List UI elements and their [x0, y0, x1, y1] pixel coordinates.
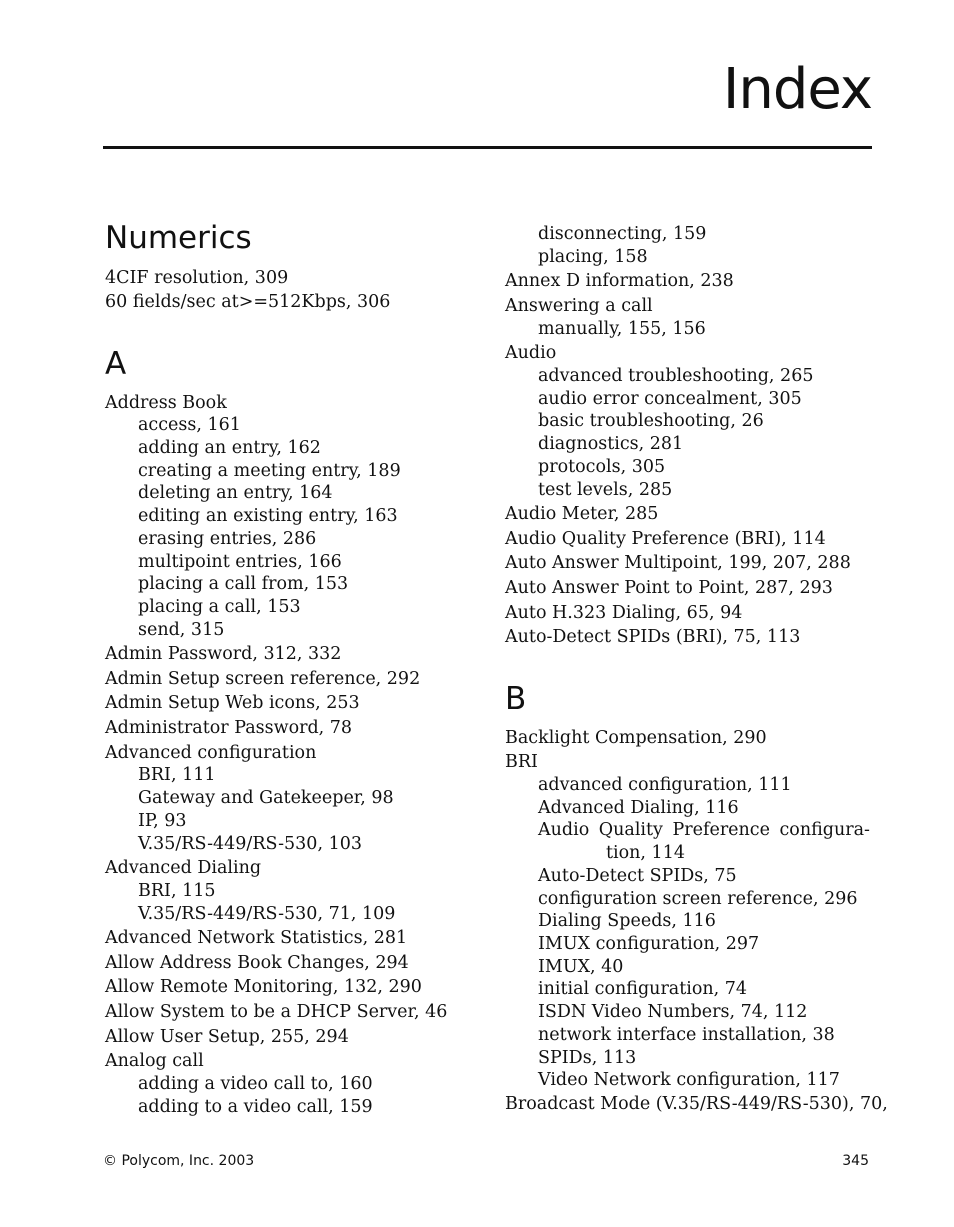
word: Audio [538, 820, 590, 840]
index-subentry: initial configuration, 74 [538, 979, 748, 999]
index-entry: Advanced Network Statistics, 281 [105, 928, 408, 948]
index-entry: Annex D information, 238 [505, 271, 734, 291]
index-entry: Audio [505, 343, 557, 363]
index-entry: Analog call [105, 1051, 204, 1071]
index-entry: Answering a call [505, 296, 653, 316]
index-subentry: advanced configuration, 111 [538, 775, 792, 795]
index-subentry: multipoint entries, 166 [138, 552, 342, 572]
index-subentry: protocols, 305 [538, 457, 666, 477]
footer-page-number: 345 [842, 1153, 869, 1169]
index-subentry: deleting an entry, 164 [138, 483, 333, 503]
index-entry: BRI [505, 752, 538, 772]
index-entry: Address Book [105, 393, 227, 413]
index-subentry: BRI, 115 [138, 881, 216, 901]
index-subentry: V.35/RS-449/RS-530, 103 [138, 834, 362, 854]
index-subentry: send, 315 [138, 620, 225, 640]
index-entry: Administrator Password, 78 [105, 718, 353, 738]
index-entry: Auto Answer Multipoint, 199, 207, 288 [505, 553, 851, 573]
index-entry: Advanced configuration [105, 743, 317, 763]
index-subentry: Auto-Detect SPIDs, 75 [538, 866, 737, 886]
index-entry: Backlight Compensation, 290 [505, 728, 767, 748]
index-subentry: BRI, 111 [138, 765, 216, 785]
index-subentry: Dialing Speeds, 116 [538, 911, 716, 931]
index-subentry: ISDN Video Numbers, 74, 112 [538, 1002, 808, 1022]
index-subentry: V.35/RS-449/RS-530, 71, 109 [138, 904, 396, 924]
index-subentry: adding to a video call, 159 [138, 1097, 373, 1117]
index-subentry: network interface installation, 38 [538, 1025, 835, 1045]
index-subentry-justified [538, 822, 870, 840]
index-entry: Allow Address Book Changes, 294 [105, 953, 409, 973]
index-subentry: Advanced Dialing, 116 [538, 798, 739, 818]
index-subentry: manually, 155, 156 [538, 319, 706, 339]
index-subentry: adding a video call to, 160 [138, 1074, 373, 1094]
index-subentry: placing, 158 [538, 247, 648, 267]
index-subentry-continuation: tion, 114 [606, 843, 685, 863]
index-subentry: diagnostics, 281 [538, 434, 684, 454]
page-title: Index [722, 57, 872, 122]
footer-copyright: © Polycom, Inc. 2003 [103, 1153, 255, 1169]
index-entry: Admin Password, 312, 332 [105, 644, 342, 664]
index-entry: Audio Meter, 285 [505, 504, 659, 524]
index-entry: Allow Remote Monitoring, 132, 290 [105, 977, 422, 997]
index-subentry: editing an existing entry, 163 [138, 506, 398, 526]
word: configura- [779, 820, 870, 840]
index-subentry: IMUX, 40 [538, 957, 624, 977]
index-entry: Advanced Dialing [105, 858, 262, 878]
index-subentry: disconnecting, 159 [538, 224, 707, 244]
index-subentry: erasing entries, 286 [138, 529, 317, 549]
index-entry: 4CIF resolution, 309 [105, 268, 289, 288]
index-entry: 60 fields/sec at>=512Kbps, 306 [105, 292, 391, 312]
index-subentry: advanced troubleshooting, 265 [538, 366, 814, 386]
word: Preference [672, 820, 770, 840]
index-entry: Auto-Detect SPIDs (BRI), 75, 113 [505, 627, 801, 647]
index-subentry: creating a meeting entry, 189 [138, 461, 401, 481]
index-entry: Broadcast Mode (V.35/RS-449/RS-530), 70, [505, 1094, 888, 1114]
section-heading-b: B [505, 681, 527, 717]
index-subentry: access, 161 [138, 415, 241, 435]
section-heading-numerics: Numerics [105, 220, 252, 256]
index-subentry: test levels, 285 [538, 480, 673, 500]
index-entry: Admin Setup screen reference, 292 [105, 669, 421, 689]
index-entry: Audio Quality Preference (BRI), 114 [505, 529, 826, 549]
index-subentry: audio error concealment, 305 [538, 389, 802, 409]
index-entry: Auto Answer Point to Point, 287, 293 [505, 578, 833, 598]
index-entry: Allow System to be a DHCP Server, 46 [105, 1002, 448, 1022]
index-subentry: Gateway and Gatekeeper, 98 [138, 788, 394, 808]
title-rule [103, 146, 872, 149]
index-subentry: IMUX configuration, 297 [538, 934, 760, 954]
index-entry: Allow User Setup, 255, 294 [105, 1027, 349, 1047]
index-subentry: IP, 93 [138, 811, 187, 831]
index-subentry: placing a call from, 153 [138, 574, 349, 594]
index-subentry: adding an entry, 162 [138, 438, 321, 458]
word: Quality [598, 820, 663, 840]
index-subentry: SPIDs, 113 [538, 1048, 637, 1068]
index-entry: Auto H.323 Dialing, 65, 94 [505, 603, 743, 623]
index-subentry: Video Network configuration, 117 [538, 1070, 840, 1090]
index-entry: Admin Setup Web icons, 253 [105, 693, 360, 713]
index-subentry: placing a call, 153 [138, 597, 301, 617]
index-subentry: configuration screen reference, 296 [538, 889, 858, 909]
section-heading-a: A [105, 346, 127, 382]
index-subentry: basic troubleshooting, 26 [538, 411, 764, 431]
